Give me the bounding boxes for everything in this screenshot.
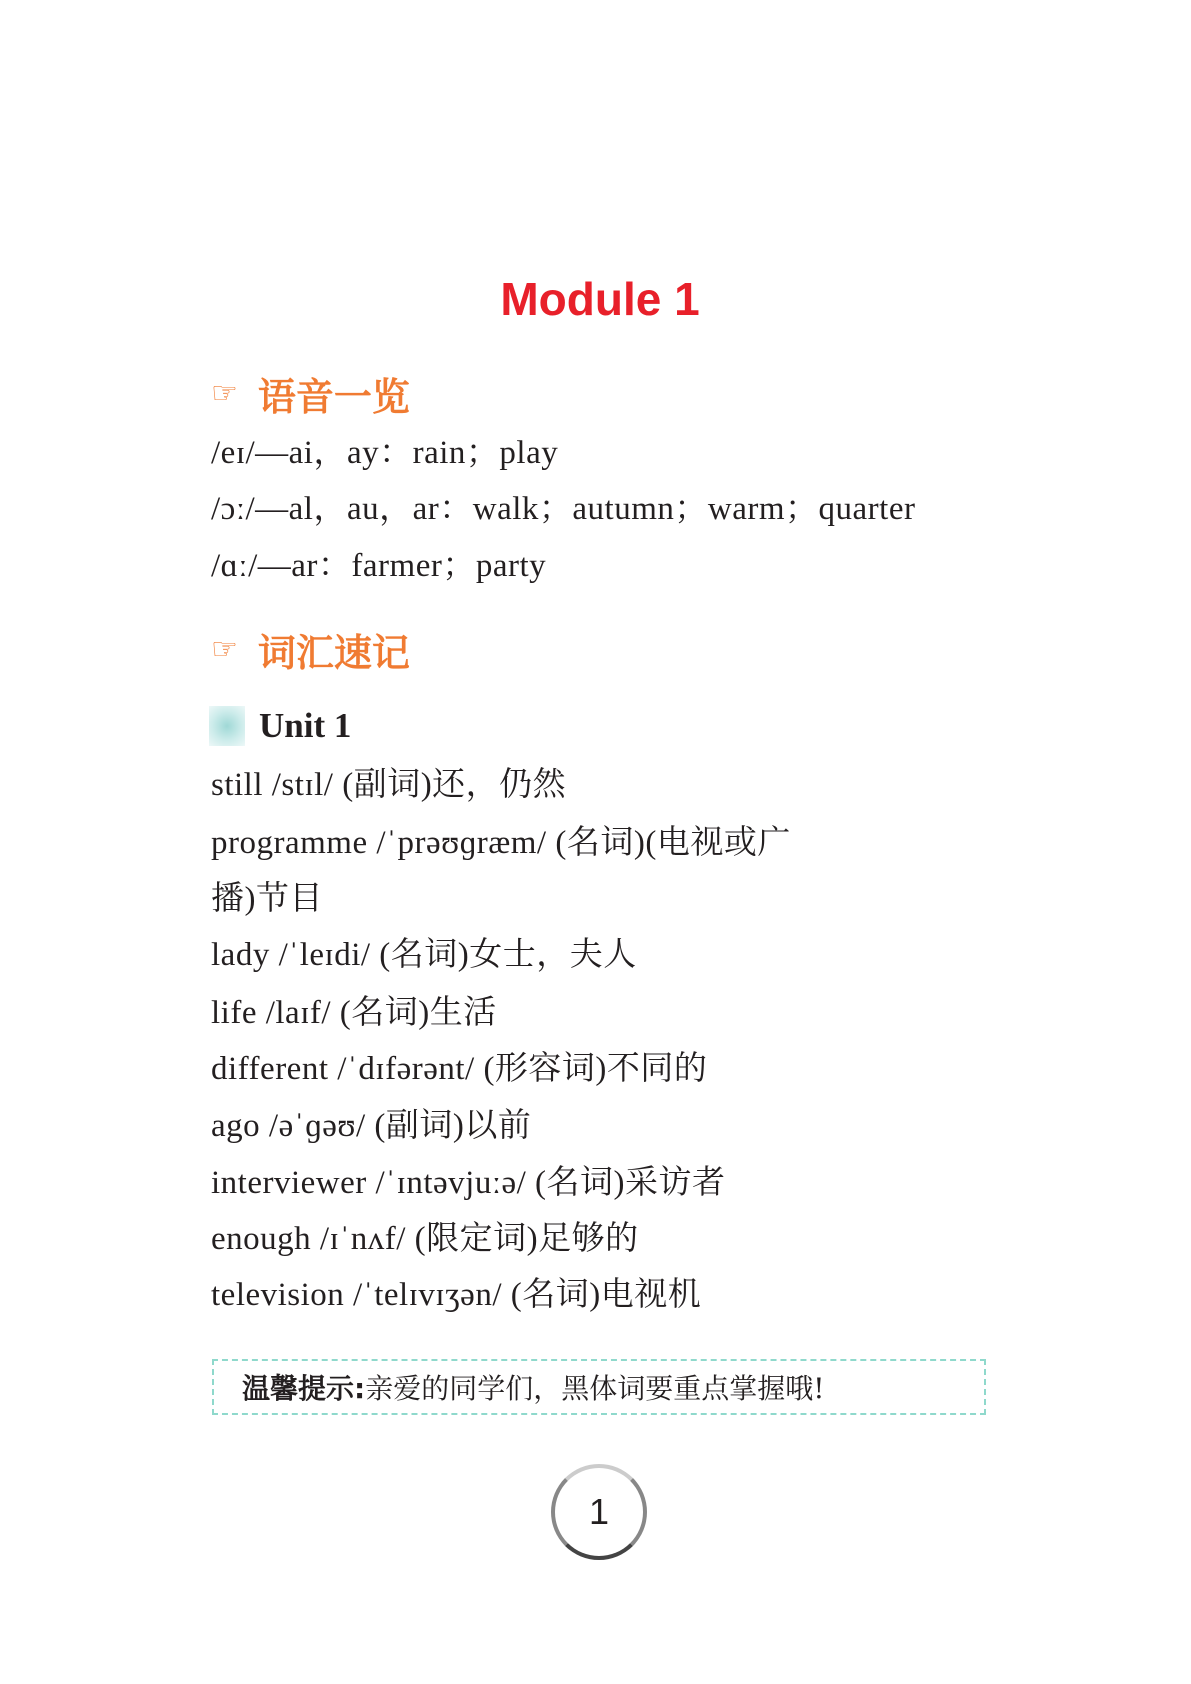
page-number: 1	[551, 1464, 647, 1560]
vocab-line: 播)节目	[211, 881, 323, 917]
tip-text: 亲爱的同学们，黑体词要重点掌握哦!	[365, 1372, 825, 1405]
star-icon	[209, 706, 245, 746]
tip-box	[212, 1359, 986, 1415]
pointing-hand-icon: ☞	[211, 376, 238, 411]
vocab-line: still /stɪl/ (副词)还，仍然	[211, 767, 567, 803]
phonics-line: /eɪ/—ai，ay：rain；play	[211, 435, 559, 471]
phonics-line: /ɔː/—al，au，ar：walk；autumn；warm；quarter	[211, 491, 916, 527]
section-heading-vocab	[211, 622, 410, 677]
section-title: 词汇速记	[257, 631, 410, 675]
pointing-hand-icon: ☞	[211, 632, 238, 667]
vocab-line: different /ˈdɪfərənt/ (形容词)不同的	[211, 1051, 708, 1087]
unit-heading	[209, 706, 351, 746]
vocab-line: life /laɪf/ (名词)生活	[211, 995, 497, 1031]
section-title: 语音一览	[257, 375, 410, 419]
vocab-line: television /ˈtelɪvɪʒən/ (名词)电视机	[211, 1277, 702, 1313]
vocab-line: interviewer /ˈɪntəvjuːə/ (名词)采访者	[211, 1165, 726, 1201]
vocab-line: lady /ˈleɪdi/ (名词)女士，夫人	[211, 937, 637, 973]
module-title: Module 1	[500, 273, 700, 325]
phonics-line: /ɑː/—ar：farmer；party	[211, 548, 547, 584]
section-heading-phonics	[211, 366, 410, 421]
vocab-line: programme /ˈprəʊɡræm/ (名词)(电视或广	[211, 825, 791, 861]
tip-label: 温馨提示:	[242, 1372, 366, 1405]
vocab-line: ago /əˈɡəʊ/ (副词)以前	[211, 1108, 532, 1144]
unit-label: Unit 1	[259, 706, 352, 745]
vocab-line: enough /ɪˈnʌf/ (限定词)足够的	[211, 1221, 639, 1257]
